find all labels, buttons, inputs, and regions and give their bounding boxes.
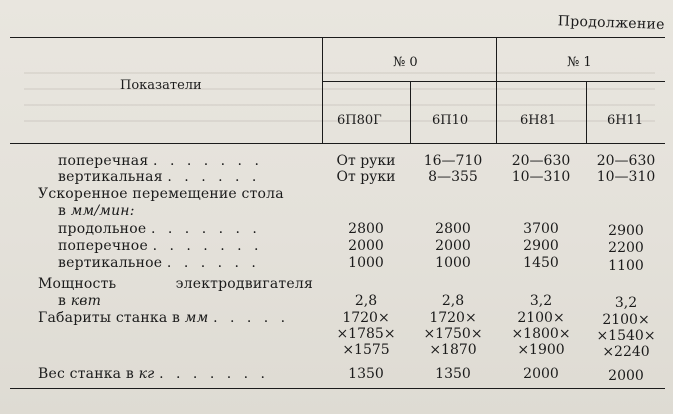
row-label-transverse-feed: поперечная . . . . . . . <box>58 153 263 169</box>
cell-value: 3700 <box>523 221 559 237</box>
cell-dimensions: 1720× ×1785× ×1575 <box>336 310 396 358</box>
header-model-6P80G: 6П80Г <box>337 113 382 128</box>
cell-dimensions: 1720× ×1750× ×1870 <box>423 310 483 358</box>
cell-value: От руки <box>336 153 396 169</box>
cell-value: 3,2 <box>614 295 638 311</box>
column-divider <box>586 81 587 143</box>
cell-value: 8—355 <box>428 169 478 185</box>
cell-value: 2000 <box>608 368 644 384</box>
column-divider <box>410 81 411 143</box>
row-label-vertical-feed: вертикальная . . . . . . <box>58 169 261 185</box>
cell-value: 2000 <box>348 238 384 254</box>
cell-value: 1000 <box>435 255 471 271</box>
cell-value: 2,8 <box>354 293 378 309</box>
cell-value: 2800 <box>435 221 471 237</box>
header-indicators: Показатели <box>120 78 202 93</box>
cell-value: 2000 <box>435 238 471 254</box>
cell-value: 1350 <box>348 366 384 382</box>
cell-value: 2000 <box>523 366 559 382</box>
cell-value: 2900 <box>523 238 559 254</box>
cell-value: 20—630 <box>511 153 571 169</box>
cell-value: 1100 <box>608 258 644 274</box>
header-group-0: № 0 <box>393 55 418 70</box>
row-label-vertical: вертикальное . . . . . . <box>58 255 260 271</box>
header-model-6N11: 6Н11 <box>607 113 644 128</box>
cell-value: 10—310 <box>596 169 656 185</box>
row-label-longitudinal: продольное . . . . . . . <box>58 221 261 237</box>
cell-value: 3,2 <box>529 293 553 309</box>
row-label-rapid-traverse-unit: в мм/мин: <box>58 203 135 219</box>
header-model-6P10: 6П10 <box>432 113 469 128</box>
table-bottom-rule <box>10 388 665 389</box>
row-label-motor-power-unit: в квт <box>58 293 102 309</box>
continuation-label: Продолжение <box>557 13 665 33</box>
cell-value: От руки <box>336 169 396 185</box>
cell-dimensions: 2100× ×1540× ×2240 <box>596 312 656 360</box>
cell-dimensions: 2100× ×1800× ×1900 <box>511 310 571 358</box>
cell-value: 1450 <box>523 255 559 271</box>
cell-value: 1350 <box>435 366 471 382</box>
cell-value: 1000 <box>348 255 384 271</box>
header-model-6N81: 6Н81 <box>520 113 557 128</box>
cell-value: 2,8 <box>441 293 465 309</box>
row-label-machine-weight: Вес станка в кг . . . . . . . <box>38 366 269 382</box>
header-group-1: № 1 <box>567 55 592 70</box>
group-divider-rule <box>322 81 665 82</box>
cell-value: 16—710 <box>423 153 483 169</box>
row-label-overall-dimensions: Габариты станка в мм . . . . . <box>38 310 290 326</box>
row-label-rapid-traverse: Ускоренное перемещение стола <box>38 186 284 202</box>
cell-value: 2800 <box>348 221 384 237</box>
row-label-motor-power: Мощность электродвигателя <box>38 276 313 292</box>
cell-value: 2200 <box>608 240 644 256</box>
table-top-rule <box>10 37 665 38</box>
column-divider <box>496 37 497 143</box>
header-bottom-rule <box>10 143 665 144</box>
cell-value: 20—630 <box>596 153 656 169</box>
cell-value: 2900 <box>608 223 644 239</box>
row-label-transverse: поперечное . . . . . . . <box>58 238 263 254</box>
cell-value: 10—310 <box>511 169 571 185</box>
column-divider <box>322 37 323 143</box>
